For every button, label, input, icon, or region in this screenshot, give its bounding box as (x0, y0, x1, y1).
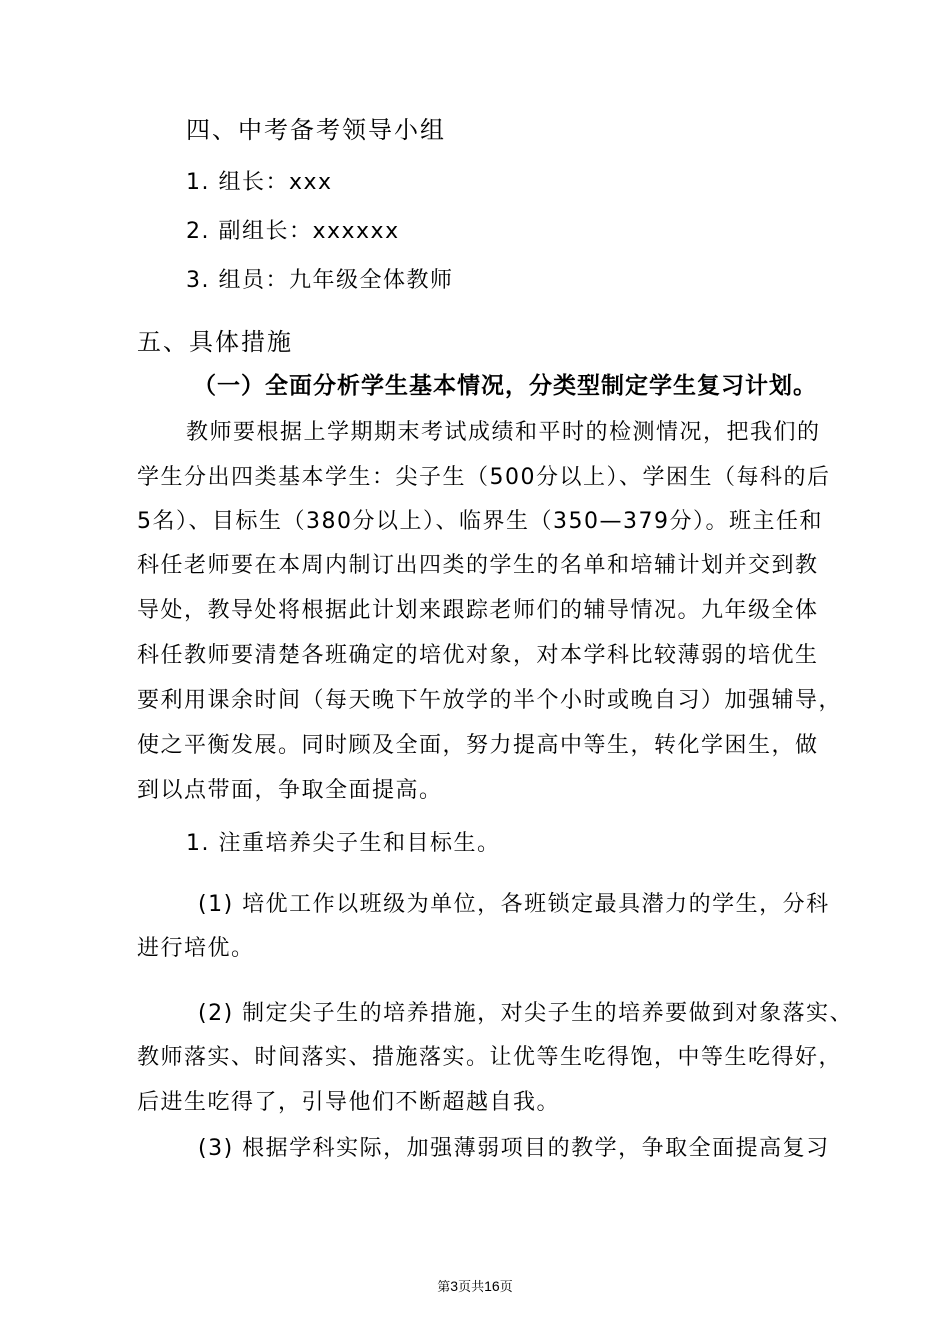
paragraph-line: 5名）、目标生（380分以上）、临界生（350—379分）。班主任和 (137, 509, 823, 534)
paragraph-line: 科任老师要在本周内制订出四类的学生的名单和培辅计划并交到教 (137, 553, 819, 578)
point-heading-top-students: 1. 注重培养尖子生和目标生。 (186, 831, 501, 856)
subsection-heading-analysis: （一）全面分析学生基本情况，分类型制定学生复习计划。 (193, 373, 817, 399)
paragraph-line: 学生分出四类基本学生：尖子生（500分以上）、学困生（每科的后 (137, 465, 831, 490)
numbered-paragraph-line: (1) 培优工作以班级为单位，各班锁定最具潜力的学生，分科 (198, 892, 830, 917)
numbered-paragraph-line: 教师落实、时间落实、措施落实。让优等生吃得饱，中等生吃得好， (137, 1045, 843, 1070)
list-item-leader: 1. 组长：xxx (186, 170, 333, 195)
list-item-members: 3. 组员：九年级全体教师 (186, 268, 454, 293)
paragraph-line: 教师要根据上学期期末考试成绩和平时的检测情况，把我们的 (186, 420, 821, 445)
numbered-paragraph-line: 后进生吃得了，引导他们不断超越自我。 (137, 1090, 561, 1115)
footer-suffix: 页 (499, 1280, 513, 1295)
paragraph-line: 到以点带面，争取全面提高。 (137, 778, 443, 803)
section-heading-specific-measures: 五、具体措施 (137, 328, 293, 356)
paragraph-line: 要利用课余时间（每天晚下午放学的半个小时或晚自习）加强辅导， (137, 688, 843, 713)
footer-prefix: 第 (437, 1280, 451, 1295)
numbered-paragraph-line: 进行培优。 (137, 936, 255, 961)
footer-total-pages: 16 (484, 1278, 500, 1294)
numbered-paragraph-line: (2) 制定尖子生的培养措施，对尖子生的培养要做到对象落实、 (198, 1001, 854, 1026)
paragraph-line: 导处，教导处将根据此计划来跟踪老师们的辅导情况。九年级全体 (137, 598, 819, 623)
section-heading-leadership-group: 四、中考备考领导小组 (186, 116, 446, 144)
list-item-deputy-leader: 2. 副组长：xxxxxx (186, 219, 400, 244)
page-footer (0, 1277, 950, 1297)
footer-page-number: 3 (450, 1278, 459, 1294)
paragraph-line: 科任教师要清楚各班确定的培优对象，对本学科比较薄弱的培优生 (137, 643, 819, 668)
numbered-paragraph-line: (3) 根据学科实际，加强薄弱项目的教学，争取全面提高复习 (198, 1136, 830, 1161)
footer-middle: 页共 (458, 1280, 485, 1295)
paragraph-line: 使之平衡发展。同时顾及全面，努力提高中等生，转化学困生，做 (137, 733, 819, 758)
